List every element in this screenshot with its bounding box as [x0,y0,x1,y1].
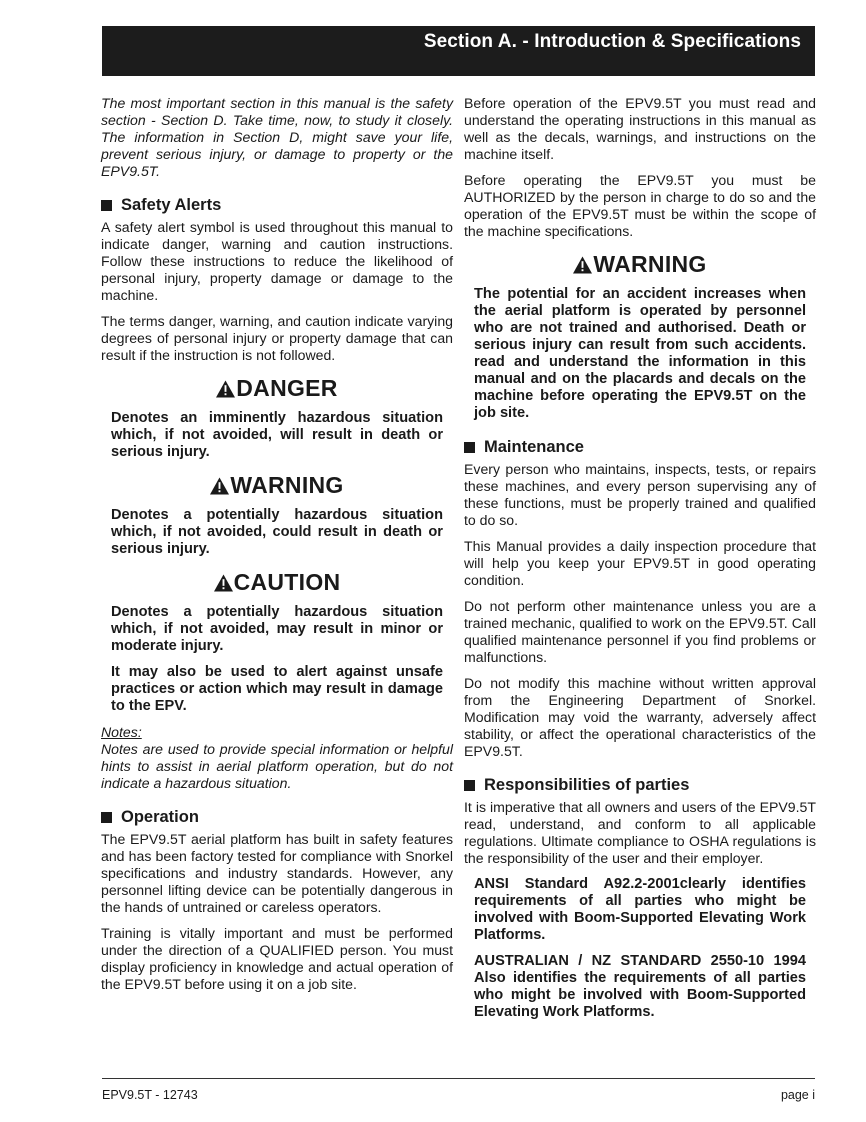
caution-text-2: It may also be used to alert against unsafe practices or action which may result in damage to the EPV. [111,664,443,714]
footer-doc-id: EPV9.5T - 12743 [102,1088,198,1102]
warning-text: Denotes a potentially hazardous situation which, if not avoided, could result in death or serious injury. [111,507,443,557]
danger-title: DANGER [101,374,453,402]
right-column [464,95,816,1030]
notes-label: Notes: [101,724,142,740]
ansi-standard-text: ANSI Standard A92.2-2001clearly identifies requirements of all parties who might be involved with Boom-Supported Elevating Work Platforms. [474,876,806,943]
warning-title: WARNING [101,471,453,499]
caution-text: Denotes a potentially hazardous situation which, if not avoided, may result in minor or moderate injury. [111,604,443,654]
australian-standard-text: AUSTRALIAN / NZ STANDARD 2550-10 1994 Also identifies the requirements of all parties who might be involved with Boom-Supported Elevating Work Platforms. [474,953,806,1020]
footer-divider [102,1078,815,1079]
danger-text: Denotes an imminently hazardous situation which, if not avoided, will result in death or serious injury. [111,410,443,460]
maintenance-paragraph-4: Do not modify this machine without written approval from the Engineering Department of Snorkel. Modification may void the warranty, adversely affect stability, or affect the operational characteristics of the EPV9.5T. [464,675,816,759]
responsibilities-paragraph: It is imperative that all owners and users of the EPV9.5T read, understand, and conform to all applicable regulations. Ultimate compliance to OSHA regulations is the responsibility of the user and their employer. [464,799,816,866]
safety-alerts-heading: Safety Alerts [101,197,453,214]
maintenance-heading: Maintenance [464,439,816,456]
operation-heading: Operation [101,809,453,826]
safety-alerts-paragraph-1: A safety alert symbol is used throughout this manual to indicate danger, warning and caution instructions. Follow these instructions to reduce the likelihood of personal injury, property damage or damage to the machine. [101,219,453,303]
warning-text-right: The potential for an accident increases when the aerial platform is operated by personnel who are not trained and authorised. Death or serious injury can result from such accidents. read and understand the information in this manual and on the placards and decals on the machine before operating the EPV9.5T on the job site. [474,286,806,421]
responsibilities-heading: Responsibilities of parties [464,777,816,794]
operation-paragraph-1: The EPV9.5T aerial platform has built in safety features and has been factory tested for compliance with Snorkel specifications and industry standards. However, any personnel lifting device can be potentially dangerous in the hands of untrained or careless operators. [101,831,453,915]
notes-text: Notes are used to provide special information or helpful hints to assist in aerial platform operation, but do not indicate a hazardous situation. [101,741,453,791]
bullet-square-icon [464,780,475,791]
right-paragraph-1: Before operation of the EPV9.5T you must read and understand the operating instructions in this manual as well as the decals, warnings, and instructions on the machine itself. [464,95,816,162]
maintenance-paragraph-3: Do not perform other maintenance unless you are a trained mechanic, qualified to work on the EPV9.5T. Call qualified maintenance personnel if you find problems or malfunctions. [464,598,816,665]
warning-triangle-icon [216,380,235,398]
footer-page-number: page i [780,1088,815,1102]
section-title: Section A. - Introduction & Specifications [423,31,801,52]
warning-triangle-icon [573,256,592,274]
warning-triangle-icon [210,477,229,495]
warning-title-right: WARNING [464,250,816,278]
bullet-square-icon [464,442,475,453]
maintenance-paragraph-1: Every person who maintains, inspects, tests, or repairs these machines, and every person supervising any of these functions, must be properly trained and qualified to do so. [464,461,816,528]
warning-triangle-icon [214,574,233,592]
bullet-square-icon [101,812,112,823]
bullet-square-icon [101,200,112,211]
section-header-bar [102,26,815,76]
caution-title: CAUTION [101,568,453,596]
intro-paragraph: The most important section in this manual is the safety section - Section D. Take time, now, to study it closely. The information in Section D, might save your life, prevent serious injury, or damage to property or the EPV9.5T. [101,95,453,179]
maintenance-paragraph-2: This Manual provides a daily inspection procedure that will help you keep your EPV9.5T in good operating condition. [464,538,816,588]
safety-alerts-paragraph-2: The terms danger, warning, and caution indicate varying degrees of personal injury or property damage that can result if the instruction is not followed. [101,313,453,363]
right-paragraph-2: Before operating the EPV9.5T you must be AUTHORIZED by the person in charge to do so and the operation of the EPV9.5T must be within the scope of the machine specifications. [464,172,816,239]
left-column [101,95,453,1002]
operation-paragraph-2: Training is vitally important and must be performed under the direction of a QUALIFIED person. You must display proficiency in knowledge and actual operation of the EPV9.5T before using it on a job site. [101,925,453,992]
